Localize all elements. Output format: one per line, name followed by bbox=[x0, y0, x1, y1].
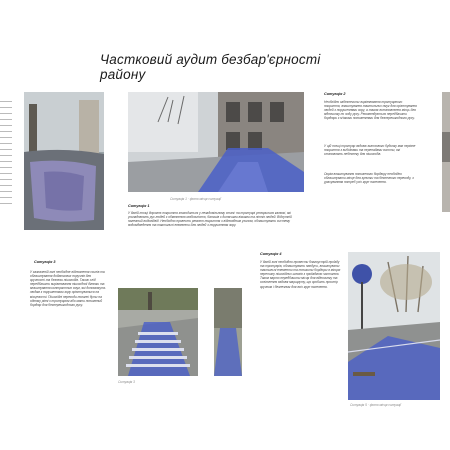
situation-1-photo-street bbox=[128, 92, 304, 192]
situation-1-text: У даній точці дорожнє покриття знаходиться у незадовільному стані: на тротуарі утворилися калюжі, які ускладнюють рух людей з обмеженою мобільністю, батьків з дитячими візками та літніх людей. Відсутній належний водовідвід. Необхідно провести ремонт покриття з відповідним ухилом, облаштувати систему водовідведення та тактильні елементи для людей з порушенням зору. bbox=[128, 211, 292, 228]
left-edge-text bbox=[0, 98, 12, 208]
situation-3-text: У зазначеній зоні необхідне відновлення схилів та облаштування додаткових поручнів для зручності та безпеки пішоходів. Також слід передбачити вирівнювання пішохідної ділянки та влаштування контрастних смуг, які допоможуть людям з порушеннями зору орієнтуватися на місцевості. Пішохідні переходи повинні бути на одному рівні з тротуаром або мати понижений бордюр для безперешкодного руху. bbox=[30, 270, 106, 307]
situation-2-text-2: У цій точці тротуар вздовж житлового будинку має нерівне покриття з вибоїнами та перепадами висоти, які становлять небезпеку для пішоходів. bbox=[324, 144, 416, 157]
situation-4-text: У даній зоні необхідно провести благоустрій проїзду та тротуарів, облаштувати пандуси, влаштувати тактильні елементи та понизити бордюри в місцях перетину пішохідних шляхів з проїжджою частиною. Також варто передбачити місця для відпочинку та освітлення вздовж маршруту, що зробить простір зручним і безпечним для всіх груп населення. bbox=[260, 260, 341, 289]
situation-5-photo-square bbox=[348, 252, 440, 400]
situation-4-heading: Ситуація 4 bbox=[260, 252, 282, 256]
situation-1-caption: Ситуація 1 · фото місця ситуації bbox=[170, 197, 221, 201]
situation-3-heading: Ситуація 3 bbox=[34, 260, 56, 264]
situation-1-heading: Ситуація 1 bbox=[128, 204, 150, 208]
situation-2-text-3: Окрім влаштування пониженого бордюру необхідно облаштувати місце для зупинки та безпечного переходу, з урахуванням потреб усіх груп населення. bbox=[324, 172, 414, 185]
page-title: Частковий аудит безбар'єрності району bbox=[100, 52, 321, 82]
right-edge-photo bbox=[442, 92, 450, 212]
situation-2-text-1: Необхідно забезпечити вирівнювання тротуарного покриття, влаштування тактильних смуг для орієнтування людей з порушеннями зору, а також встановлення місць для відпочинку по ходу руху. Рекомендується передбачити бордюри з м'якими пониженнями для безперешкодного руху. bbox=[324, 100, 417, 121]
situation-3-photo-crosswalk bbox=[118, 288, 198, 376]
situation-3-caption: Ситуація 3 bbox=[118, 380, 135, 384]
situation-2-heading: Ситуація 2 bbox=[324, 92, 346, 96]
situation-4-photo-park-path bbox=[214, 288, 242, 376]
situation-1-photo-flooded-path bbox=[24, 92, 104, 230]
situation-5-caption: Ситуація 5 · фото місця ситуації bbox=[350, 403, 401, 407]
